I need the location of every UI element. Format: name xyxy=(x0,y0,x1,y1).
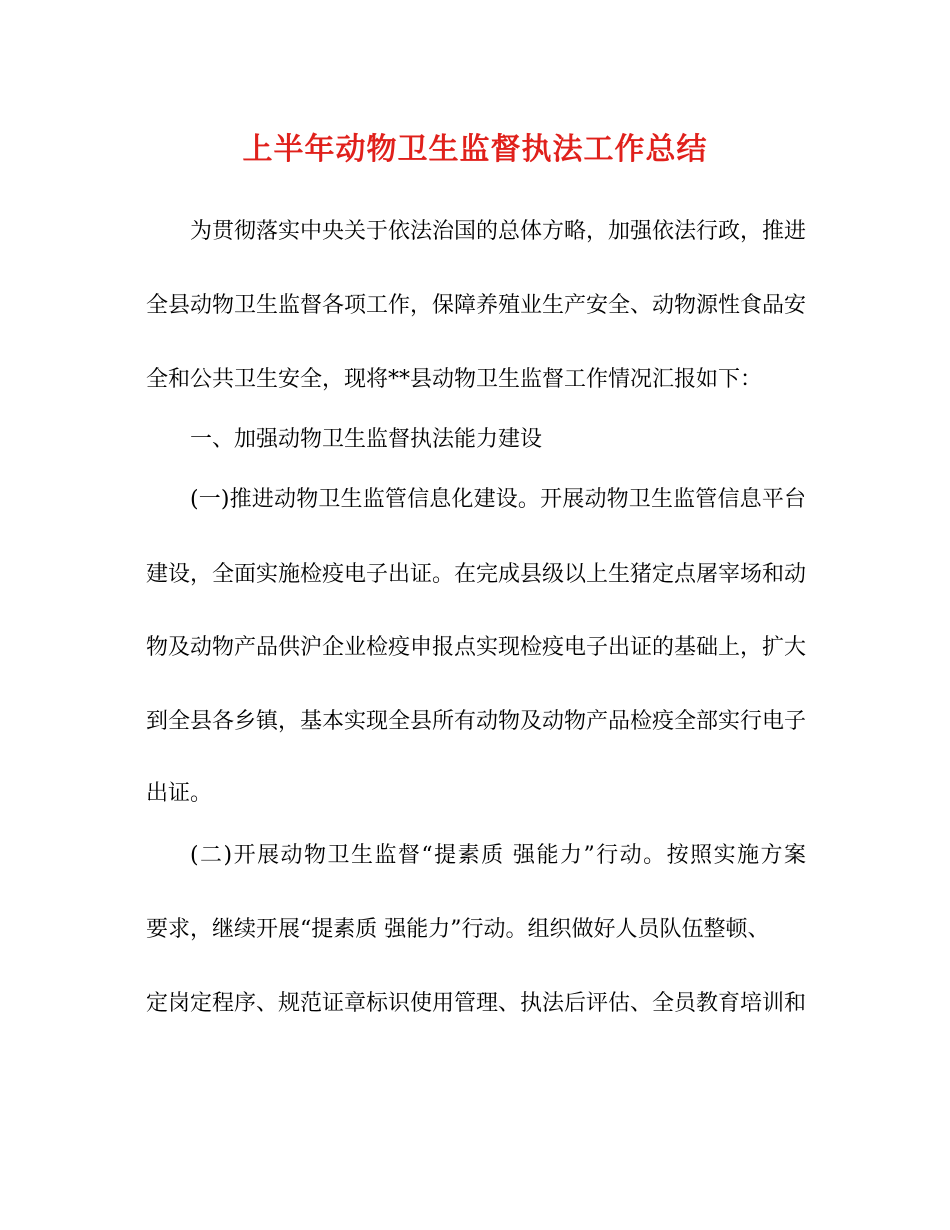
paragraph-line: 出证。 xyxy=(146,781,213,806)
section-heading: 一、加强动物卫生监督执法能力建设 xyxy=(190,427,543,452)
paragraph-line: 物及动物产品供沪企业检疫申报点实现检疫电子出证的基础上，扩大 xyxy=(146,635,806,660)
paragraph-line: 为贯彻落实中央关于依法治国的总体方略，加强依法行政，推进 xyxy=(190,219,806,244)
paragraph-line: 全和公共卫生安全，现将**县动物卫生监督工作情况汇报如下： xyxy=(146,367,763,392)
paragraph-line: 定岗定程序、规范证章标识使用管理、执法后评估、全员教育培训和 xyxy=(146,991,806,1016)
paragraph-line: 到全县各乡镇，基本实现全县所有动物及动物产品检疫全部实行电子 xyxy=(146,709,806,734)
paragraph-line: 建设，全面实施检疫电子出证。在完成县级以上生猪定点屠宰场和动 xyxy=(146,562,806,587)
paragraph-line: (一)推进动物卫生监管信息化建设。开展动物卫生监管信息平台 xyxy=(190,487,806,512)
paragraph-line: 全县动物卫生监督各项工作，保障养殖业生产安全、动物源性食品安 xyxy=(146,293,806,318)
paragraph-line: 要求，继续开展“提素质 强能力”行动。组织做好人员队伍整顿、 xyxy=(146,917,770,942)
paragraph-line: (二)开展动物卫生监督“提素质 强能力”行动。按照实施方案 xyxy=(190,843,806,868)
document-title: 上半年动物卫生监督执法工作总结 xyxy=(242,132,708,167)
